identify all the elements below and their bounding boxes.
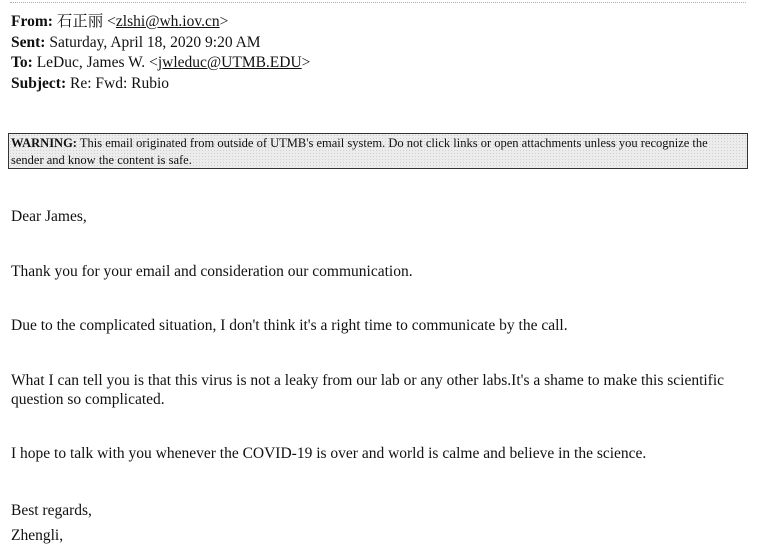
email-header: [11, 12, 310, 94]
sign-off: [11, 498, 746, 548]
from-line: From: 石正丽 <zlshi@wh.iov.cn>: [11, 13, 229, 30]
to-name: LeDuc, James W.: [36, 54, 146, 71]
from-email-link[interactable]: zlshi@wh.iov.cn: [115, 13, 220, 30]
subject-label: Subject:: [11, 74, 67, 92]
sent-line: [11, 33, 310, 54]
to-email-link[interactable]: jwleduc@UTMB.EDU: [157, 54, 302, 71]
from-label: From:: [11, 13, 53, 30]
greeting: Dear James,: [11, 208, 87, 225]
top-divider: [10, 2, 746, 3]
body-paragraph-3: What I can tell you is that this virus is not a leaky from our lab or any other labs.It's a shame to make this scientific question so complicated.: [11, 372, 725, 408]
to-label: To:: [11, 54, 33, 71]
signature: Zhengli,: [11, 527, 64, 544]
subject-value: Re: Fwd: Rubio: [69, 74, 170, 92]
warning-text: This email originated from outside of UTMB's email system. Do not click links or open attachments unless you recognize the sender and know the content is safe.: [11, 136, 708, 167]
subject-line: [11, 74, 310, 95]
body-paragraph-2: Due to the complicated situation, I don't think it's a right time to communicate by the call.: [11, 317, 568, 334]
closing: Best regards,: [11, 502, 92, 519]
external-email-warning-banner: [8, 133, 748, 169]
sent-value: Saturday, April 18, 2020 9:20 AM: [49, 33, 261, 51]
from-name: 石正丽: [56, 13, 104, 30]
warning-label: WARNING:: [11, 136, 77, 150]
to-line: To: LeDuc, James W. <jwleduc@UTMB.EDU>: [11, 54, 311, 71]
sent-label: Sent:: [11, 33, 46, 51]
body-paragraph-1: Thank you for your email and consideration our communication.: [11, 263, 413, 280]
body-paragraph-4: I hope to talk with you whenever the COVID-19 is over and world is calme and believe in the science.: [11, 445, 647, 462]
